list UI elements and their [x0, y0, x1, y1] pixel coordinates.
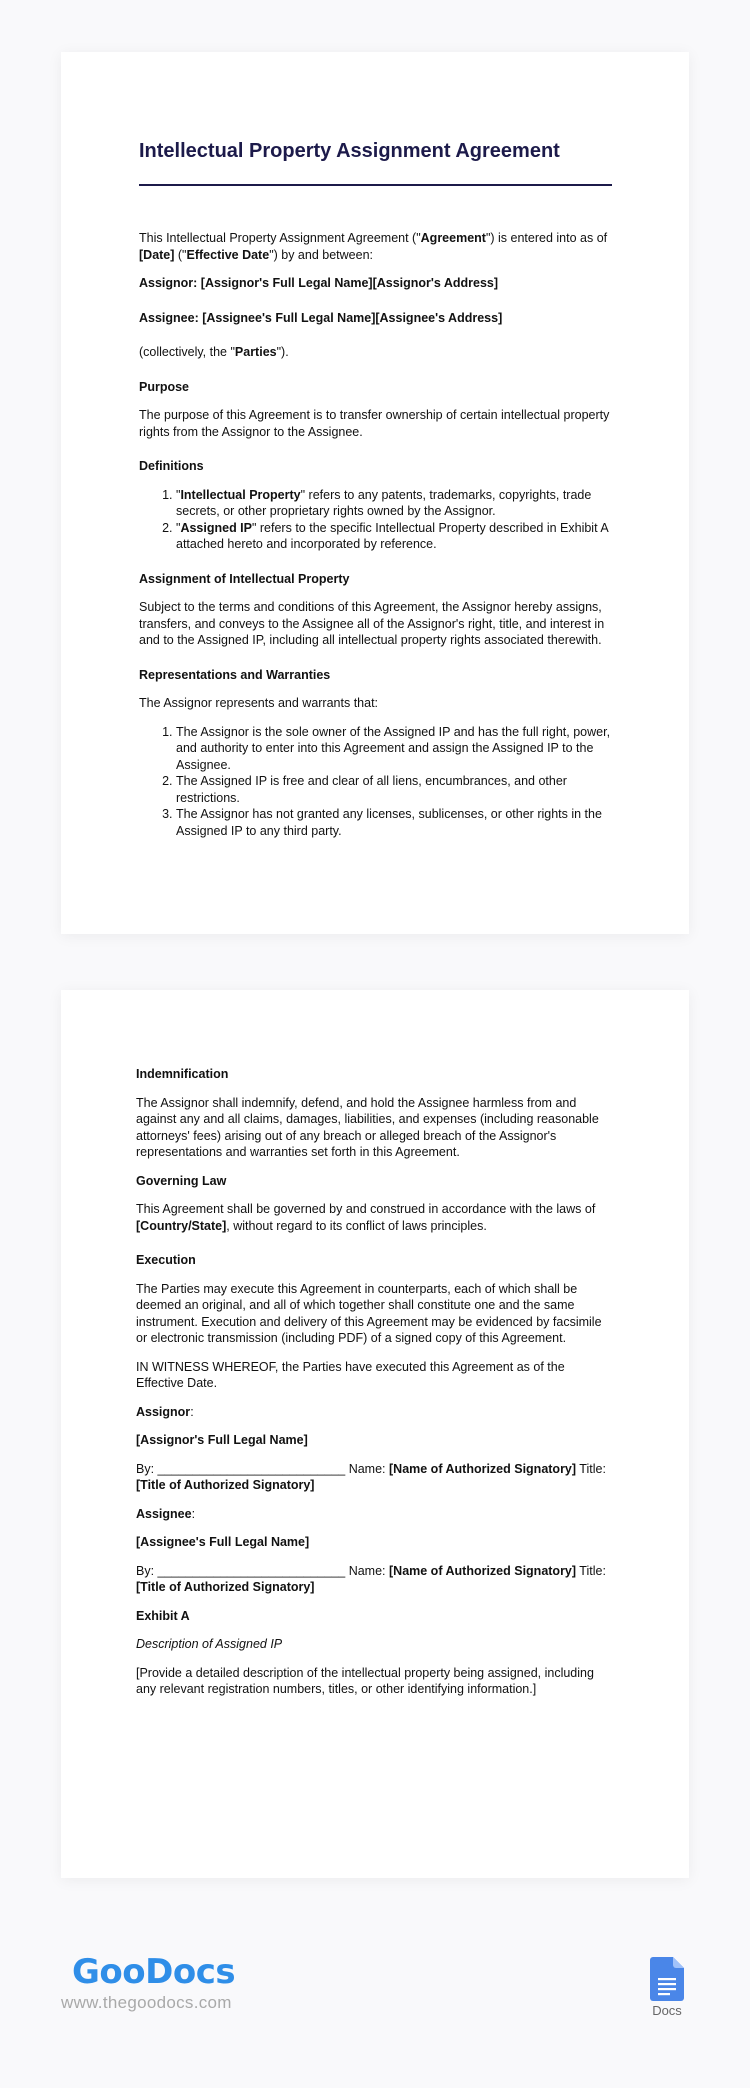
governing-law-text: This Agreement shall be governed by and construed in accordance with the laws of [Country/State], without regard to its conflict of laws principles. [136, 1202, 596, 1233]
assignee-line: Assignee: [Assignee's Full Legal Name][Assignee's Address] [139, 310, 503, 325]
document-page-2 [61, 990, 689, 1878]
intro-paragraph: This Intellectual Property Assignment Agreement ("Agreement") is entered into as of [Date] ("Effective Date") by and between: [139, 231, 608, 262]
rep-item: 1. The Assignor is the sole owner of the Assigned IP and has the full right, power, and authority to enter into this Agreement and assign the Assigned IP to the Assignee. [176, 724, 611, 774]
assignor-name: [Assignor's Full Legal Name] [136, 1433, 308, 1447]
definition-item: 2. "Assigned IP" refers to the specific Intellectual Property described in Exhibit A attached hereto and incorporated by reference. [176, 520, 611, 553]
assignee-label: Assignee: [136, 1506, 196, 1521]
collectively-line: (collectively, the "Parties"). [139, 345, 289, 359]
execution-text: The Parties may execute this Agreement in counterparts, each of which shall be deemed an original, and all of which together shall constitute one and the same instrument. Execution and delivery of this Agreement may be evidenced by facsimile or electronic transmission (including PDF) of a signed copy of this Agreement. [136, 1281, 602, 1345]
title-underline [139, 184, 612, 186]
assignment-text: Subject to the terms and conditions of this Agreement, the Assignor hereby assigns, transfers, and conveys to the Assignee all of the Assignor's right, title, and interest in and to the Assigned IP, including all intellectual property rights associated therewith. [139, 600, 605, 647]
document-page-1 [61, 52, 689, 934]
purpose-text: The purpose of this Agreement is to transfer ownership of certain intellectual property rights from the Assignor to the Assignee. [139, 408, 610, 439]
definitions-heading: Definitions [139, 459, 204, 473]
google-docs-icon [650, 1957, 684, 2001]
goodocs-url[interactable]: www.thegoodocs.com [61, 1993, 232, 2012]
document-title: Intellectual Property Assignment Agreement [139, 140, 560, 162]
reps-list [139, 724, 611, 840]
assignee-name: [Assignee's Full Legal Name] [136, 1535, 310, 1549]
reps-heading: Representations and Warranties [139, 667, 331, 682]
definition-item: 1. "Intellectual Property" refers to any patents, trademarks, copyrights, trade secrets, or other proprietary rights owned by the Assignor. [176, 487, 611, 520]
indemnification-heading: Indemnification [136, 1067, 229, 1081]
assignment-heading: Assignment of Intellectual Property [139, 571, 350, 586]
exhibit-subtitle: Description of Assigned IP [136, 1637, 283, 1651]
definitions-list [139, 487, 611, 553]
purpose-heading: Purpose [139, 379, 190, 394]
goodocs-logo[interactable]: GooDocs [72, 1952, 236, 1992]
exhibit-text: [Provide a detailed description of the intellectual property being assigned, including any relevant registration numbers, titles, or other identifying information.] [136, 1665, 594, 1696]
assignee-signature-line: By: ___________________________ Name: [Name of Authorized Signatory] Title: [Title of Authorized Signatory] [136, 1563, 606, 1594]
execution-heading: Execution [136, 1253, 196, 1267]
assignor-label: Assignor: [136, 1404, 194, 1419]
witness-text: IN WITNESS WHEREOF, the Parties have executed this Agreement as of the Effective Date. [136, 1359, 565, 1390]
exhibit-heading: Exhibit A [136, 1608, 190, 1623]
assignor-signature-line: By: ___________________________ Name: [Name of Authorized Signatory] Title: [Title of Authorized Signatory] [136, 1461, 606, 1492]
governing-law-heading: Governing Law [136, 1173, 227, 1188]
assignor-line: Assignor: [Assignor's Full Legal Name][Assignor's Address] [139, 276, 499, 290]
rep-item: 2. The Assigned IP is free and clear of all liens, encumbrances, and other restrictions. [176, 773, 611, 806]
indemnification-text: The Assignor shall indemnify, defend, and hold the Assignee harmless from and against any and all claims, damages, liabilities, and expenses (including reasonable attorneys' fees) arising out of any breach or alleged breach of the Assignor's representations and warranties set forth in this Agreement. [136, 1095, 599, 1159]
docs-label: Docs [652, 2003, 682, 2018]
reps-intro: The Assignor represents and warrants that: [139, 696, 379, 710]
rep-item: 3. The Assignor has not granted any licenses, sublicenses, or other rights in the Assigned IP to any third party. [176, 806, 611, 839]
